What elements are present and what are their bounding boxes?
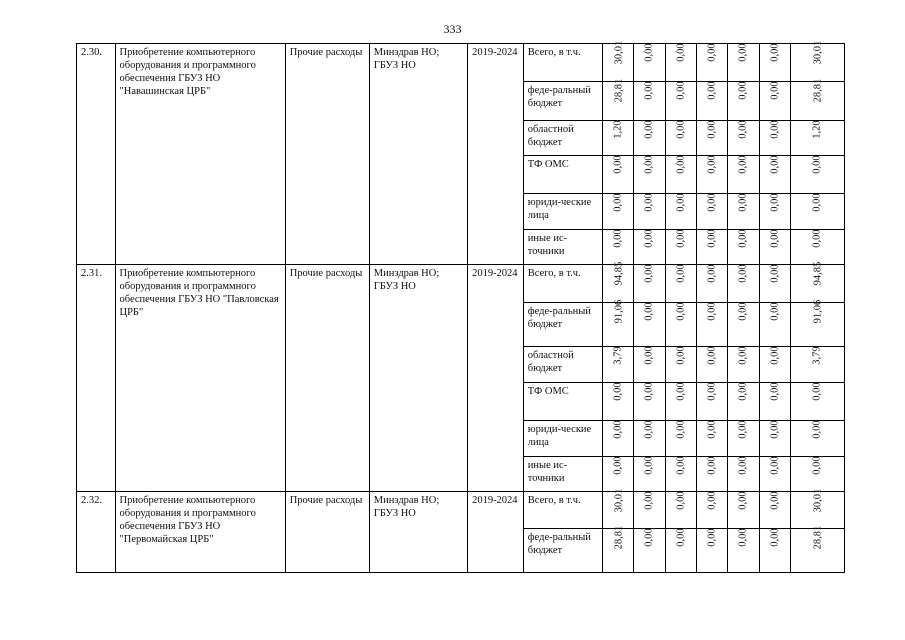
- value-text: 0,00: [675, 120, 687, 139]
- funding-source: иные ис-точники: [523, 230, 602, 265]
- funding-source: областной бюджет: [523, 121, 602, 156]
- value-text: 0,00: [769, 528, 781, 547]
- year-value: [759, 457, 790, 492]
- value-text: 0,00: [706, 456, 718, 475]
- year-value: [665, 194, 696, 230]
- year-value: [634, 492, 665, 529]
- year-value: [634, 44, 665, 82]
- total-value: [791, 383, 845, 421]
- value-text: 0,00: [738, 420, 750, 439]
- value-text: 0,00: [675, 155, 687, 174]
- year-value: [728, 347, 759, 383]
- value-text: 0,00: [675, 382, 687, 401]
- year-value: [759, 347, 790, 383]
- item-title: Приобретение компьютерного оборудования и программного обеспечения ГБУЗ НО "Павловская ЦРБ": [115, 265, 285, 492]
- funding-source: Всего, в т.ч.: [523, 44, 602, 82]
- funding-source: Всего, в т.ч.: [523, 492, 602, 529]
- funding-source: юриди-ческие лица: [523, 194, 602, 230]
- value-text: 0,00: [769, 155, 781, 174]
- year-value: [728, 383, 759, 421]
- table-row: [77, 44, 845, 82]
- value-text: 0,00: [675, 302, 687, 321]
- total-value: [791, 40, 845, 82]
- funding-source: феде-ральный бюджет: [523, 82, 602, 121]
- value-text: 0,00: [812, 229, 824, 248]
- total-value: [791, 78, 845, 121]
- year-value: [697, 156, 728, 194]
- funding-source: феде-ральный бюджет: [523, 529, 602, 573]
- item-number: 2.30.: [77, 44, 116, 265]
- value-text: 0,00: [643, 229, 655, 248]
- year-value: [602, 230, 633, 265]
- value-text: 0,00: [769, 456, 781, 475]
- value-text: 0,00: [706, 81, 718, 100]
- year-value: [665, 492, 696, 529]
- table-row: [77, 265, 845, 303]
- value-text: 0,00: [812, 155, 824, 174]
- year-value: [634, 383, 665, 421]
- value-text: 0,00: [738, 264, 750, 283]
- year-value: [665, 383, 696, 421]
- table-row: [77, 492, 845, 529]
- year-value: [665, 457, 696, 492]
- value-text: 0,00: [812, 382, 824, 401]
- year-value: [697, 194, 728, 230]
- funding-source: феде-ральный бюджет: [523, 303, 602, 347]
- value-text: 0,00: [612, 229, 624, 248]
- year-value: [759, 265, 790, 303]
- year-value: [728, 156, 759, 194]
- year-value: [697, 529, 728, 573]
- year-value: [759, 156, 790, 194]
- total-value: [791, 121, 845, 156]
- item-period: 2019-2024: [468, 44, 524, 265]
- value-text: 30,01: [613, 40, 625, 65]
- year-value: [697, 82, 728, 121]
- value-text: 0,00: [706, 491, 718, 510]
- total-value: [791, 261, 845, 303]
- year-value: [602, 347, 633, 383]
- year-value: [602, 299, 633, 347]
- year-value: [665, 421, 696, 457]
- value-text: 0,00: [706, 120, 718, 139]
- total-value: [791, 421, 845, 457]
- total-value: [791, 194, 845, 230]
- value-text: 0,00: [769, 193, 781, 212]
- value-text: 0,00: [675, 346, 687, 365]
- item-executor: Минздрав НО; ГБУЗ НО: [369, 265, 467, 492]
- value-text: 0,00: [769, 81, 781, 100]
- year-value: [728, 265, 759, 303]
- value-text: 0,00: [612, 420, 624, 439]
- year-value: [665, 82, 696, 121]
- value-text: 0,00: [643, 193, 655, 212]
- year-value: [634, 82, 665, 121]
- value-text: 94,85: [812, 261, 824, 286]
- year-value: [697, 265, 728, 303]
- year-value: [634, 457, 665, 492]
- year-value: [759, 303, 790, 347]
- year-value: [759, 529, 790, 573]
- value-text: 1,20: [812, 120, 824, 139]
- item-title: Приобретение компьютерного оборудования и программного обеспечения ГБУЗ НО "Навашинская ЦРБ": [115, 44, 285, 265]
- item-number: 2.32.: [77, 492, 116, 573]
- value-text: 0,00: [769, 264, 781, 283]
- value-text: 0,00: [769, 491, 781, 510]
- page-number: 333: [443, 22, 462, 36]
- year-value: [728, 230, 759, 265]
- value-text: 28,81: [812, 78, 824, 103]
- year-value: [602, 383, 633, 421]
- year-value: [697, 303, 728, 347]
- value-text: 0,00: [706, 229, 718, 248]
- year-value: [759, 44, 790, 82]
- year-value: [697, 492, 728, 529]
- value-text: 3,79: [612, 346, 624, 365]
- value-text: 0,00: [738, 120, 750, 139]
- value-text: 0,00: [675, 229, 687, 248]
- value-text: 0,00: [812, 456, 824, 475]
- value-text: 0,00: [738, 346, 750, 365]
- year-value: [728, 421, 759, 457]
- funding-source: ТФ ОМС: [523, 383, 602, 421]
- total-value: [791, 299, 845, 347]
- item-executor: Минздрав НО; ГБУЗ НО: [369, 44, 467, 265]
- year-value: [634, 265, 665, 303]
- year-value: [602, 194, 633, 230]
- value-text: 0,00: [643, 264, 655, 283]
- value-text: 0,00: [643, 528, 655, 547]
- value-text: 0,00: [643, 302, 655, 321]
- value-text: 0,00: [738, 193, 750, 212]
- value-text: 0,00: [706, 264, 718, 283]
- year-value: [634, 347, 665, 383]
- item-period: 2019-2024: [468, 492, 524, 573]
- item-category: Прочие расходы: [285, 44, 369, 265]
- year-value: [634, 230, 665, 265]
- value-text: 28,81: [812, 525, 824, 550]
- value-text: 30,01: [812, 488, 824, 513]
- value-text: 28,81: [613, 78, 625, 103]
- funding-source: юриди-ческие лица: [523, 421, 602, 457]
- year-value: [634, 156, 665, 194]
- year-value: [697, 230, 728, 265]
- year-value: [634, 529, 665, 573]
- total-value: [791, 488, 845, 529]
- value-text: 0,00: [675, 264, 687, 283]
- value-text: 0,00: [612, 382, 624, 401]
- year-value: [697, 383, 728, 421]
- year-value: [759, 492, 790, 529]
- value-text: 0,00: [738, 43, 750, 62]
- year-value: [634, 121, 665, 156]
- value-text: 0,00: [738, 155, 750, 174]
- value-text: 0,00: [612, 456, 624, 475]
- year-value: [665, 121, 696, 156]
- funding-source: областной бюджет: [523, 347, 602, 383]
- value-text: 0,00: [812, 420, 824, 439]
- total-value: [791, 525, 845, 573]
- value-text: 28,81: [613, 525, 625, 550]
- value-text: 0,00: [643, 456, 655, 475]
- value-text: 0,00: [738, 382, 750, 401]
- value-text: 0,00: [769, 420, 781, 439]
- value-text: 0,00: [738, 81, 750, 100]
- item-title: Приобретение компьютерного оборудования и программного обеспечения ГБУЗ НО "Первомайская ЦРБ": [115, 492, 285, 573]
- value-text: 0,00: [738, 456, 750, 475]
- item-period: 2019-2024: [468, 265, 524, 492]
- value-text: 3,79: [812, 346, 824, 365]
- year-value: [759, 383, 790, 421]
- value-text: 0,00: [769, 120, 781, 139]
- year-value: [665, 529, 696, 573]
- funding-source: иные ис-точники: [523, 457, 602, 492]
- value-text: 0,00: [812, 193, 824, 212]
- value-text: 0,00: [738, 528, 750, 547]
- year-value: [697, 121, 728, 156]
- year-value: [697, 347, 728, 383]
- value-text: 0,00: [706, 193, 718, 212]
- value-text: 0,00: [769, 346, 781, 365]
- value-text: 0,00: [643, 155, 655, 174]
- value-text: 0,00: [769, 302, 781, 321]
- year-value: [728, 303, 759, 347]
- value-text: 0,00: [738, 229, 750, 248]
- year-value: [759, 82, 790, 121]
- value-text: 30,01: [613, 488, 625, 513]
- value-text: 0,00: [675, 193, 687, 212]
- value-text: 91,06: [812, 299, 824, 324]
- value-text: 0,00: [706, 302, 718, 321]
- year-value: [759, 194, 790, 230]
- year-value: [665, 44, 696, 82]
- year-value: [634, 421, 665, 457]
- year-value: [728, 457, 759, 492]
- value-text: 0,00: [769, 382, 781, 401]
- item-number: 2.31.: [77, 265, 116, 492]
- value-text: 0,00: [706, 155, 718, 174]
- year-value: [728, 44, 759, 82]
- value-text: 0,00: [612, 193, 624, 212]
- year-value: [602, 121, 633, 156]
- year-value: [728, 82, 759, 121]
- year-value: [728, 194, 759, 230]
- value-text: 0,00: [738, 302, 750, 321]
- year-value: [697, 457, 728, 492]
- year-value: [602, 261, 633, 303]
- year-value: [665, 265, 696, 303]
- value-text: 0,00: [706, 43, 718, 62]
- item-category: Прочие расходы: [285, 265, 369, 492]
- value-text: 0,00: [675, 420, 687, 439]
- year-value: [759, 121, 790, 156]
- funding-source: Всего, в т.ч.: [523, 265, 602, 303]
- year-value: [728, 529, 759, 573]
- value-text: 0,00: [706, 382, 718, 401]
- value-text: 0,00: [643, 120, 655, 139]
- value-text: 0,00: [643, 491, 655, 510]
- item-category: Прочие расходы: [285, 492, 369, 573]
- year-value: [602, 78, 633, 121]
- year-value: [665, 303, 696, 347]
- value-text: 0,00: [769, 43, 781, 62]
- value-text: 0,00: [706, 528, 718, 547]
- value-text: 91,06: [613, 299, 625, 324]
- value-text: 0,00: [643, 43, 655, 62]
- year-value: [665, 230, 696, 265]
- funding-source: ТФ ОМС: [523, 156, 602, 194]
- year-value: [759, 230, 790, 265]
- year-value: [602, 421, 633, 457]
- value-text: 0,00: [675, 456, 687, 475]
- year-value: [602, 40, 633, 82]
- total-value: [791, 156, 845, 194]
- value-text: 0,00: [675, 81, 687, 100]
- value-text: 0,00: [675, 43, 687, 62]
- year-value: [728, 492, 759, 529]
- year-value: [759, 421, 790, 457]
- value-text: 0,00: [769, 229, 781, 248]
- value-text: 0,00: [612, 155, 624, 174]
- year-value: [634, 303, 665, 347]
- year-value: [728, 121, 759, 156]
- value-text: 30,01: [812, 40, 824, 65]
- year-value: [602, 156, 633, 194]
- year-value: [665, 347, 696, 383]
- total-value: [791, 230, 845, 265]
- value-text: 0,00: [643, 81, 655, 100]
- year-value: [602, 488, 633, 529]
- value-text: 0,00: [738, 491, 750, 510]
- year-value: [697, 421, 728, 457]
- year-value: [602, 525, 633, 573]
- value-text: 0,00: [706, 420, 718, 439]
- value-text: 0,00: [706, 346, 718, 365]
- value-text: 0,00: [643, 382, 655, 401]
- year-value: [665, 156, 696, 194]
- value-text: 1,20: [612, 120, 624, 139]
- total-value: [791, 457, 845, 492]
- year-value: [697, 44, 728, 82]
- year-value: [634, 194, 665, 230]
- value-text: 94,85: [613, 261, 625, 286]
- value-text: 0,00: [675, 491, 687, 510]
- value-text: 0,00: [675, 528, 687, 547]
- value-text: 0,00: [643, 420, 655, 439]
- total-value: [791, 347, 845, 383]
- item-executor: Минздрав НО; ГБУЗ НО: [369, 492, 467, 573]
- budget-table: [76, 40, 845, 573]
- value-text: 0,00: [643, 346, 655, 365]
- year-value: [602, 457, 633, 492]
